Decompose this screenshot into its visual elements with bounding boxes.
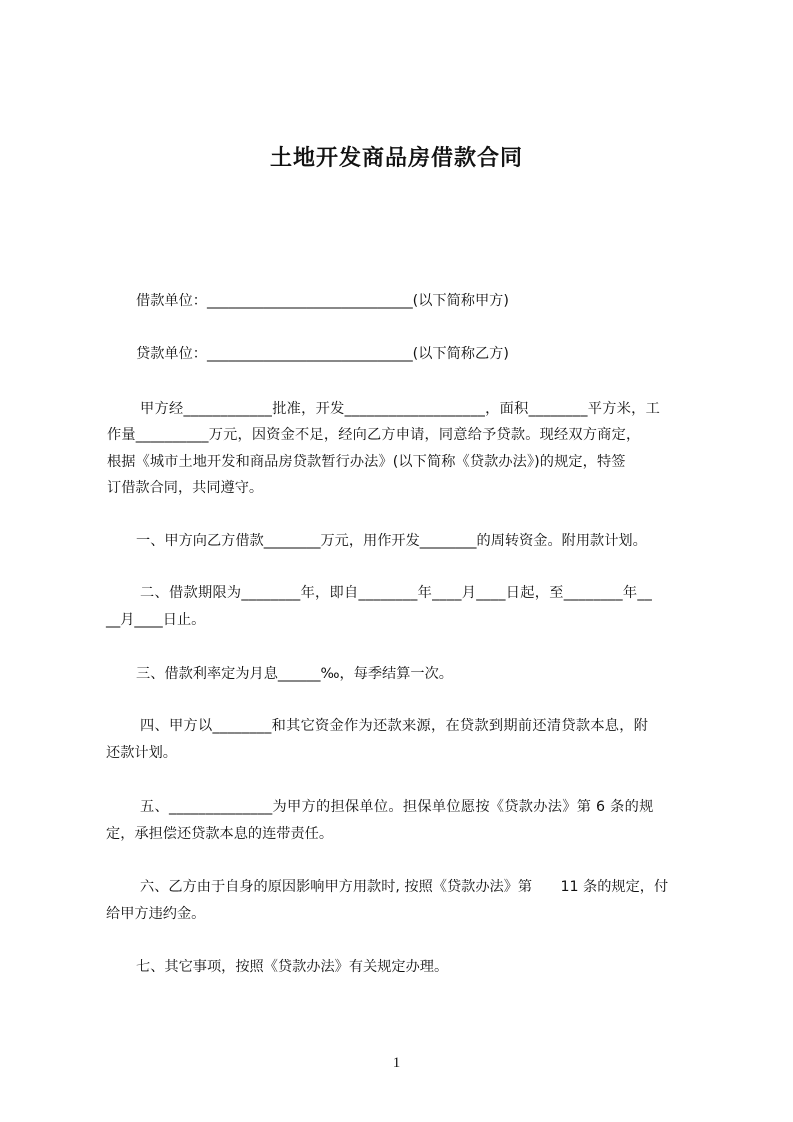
- document-title: 土地开发商品房借款合同: [269, 146, 523, 171]
- clause-2-line-1: 二、借款期限为________年，即自________年____月____日起，至________年__: [140, 585, 653, 601]
- clause-3-line: 三、借款利率定为月息______‰，每季结算一次。: [136, 666, 453, 682]
- intro-line-2: 作量__________万元，因资金不足，经向乙方申请，同意给予贷款。现经双方商定，: [107, 427, 641, 443]
- clause-1-line: 一、甲方向乙方借款________万元，用作开发________的周转资金。附用款计划。: [136, 533, 647, 549]
- clause-4-line-2: 还款计划。: [106, 745, 177, 761]
- clause-5-line-1: 五、______________为甲方的担保单位。担保单位愿按《贷款办法》第 6 条的规: [140, 799, 654, 815]
- clause-7-line: 七、其它事项，按照《贷款办法》有关规定办理。: [136, 959, 449, 975]
- clause-6-line-2: 给甲方违约金。: [106, 906, 206, 922]
- intro-line-4: 订借款合同，共同遵守。: [107, 480, 264, 496]
- lender-line: 贷款单位：_____________________________(以下简称乙方): [136, 346, 509, 362]
- page-number: 1: [392, 1055, 401, 1071]
- clause-4-line-1: 四、甲方以________和其它资金作为还款来源，在贷款到期前还清贷款本息，附: [140, 718, 649, 734]
- clause-2-line-2: __月____日止。: [106, 612, 206, 628]
- clause-5-line-2: 定，承担偿还贷款本息的连带责任。: [106, 826, 334, 842]
- clause-6-line-1: 六、乙方由于自身的原因影响甲方用款时, 按照《贷款办法》第 11 条的规定，付: [140, 879, 669, 895]
- intro-line-3: 根据《城市土地开发和商品房贷款暂行办法》(以下简称《贷款办法》)的规定，特签: [107, 454, 626, 470]
- intro-line-1: 甲方经____________批准，开发___________________，面积________平方米，工: [140, 401, 661, 417]
- borrower-line: 借款单位：_____________________________(以下简称甲方): [136, 293, 509, 309]
